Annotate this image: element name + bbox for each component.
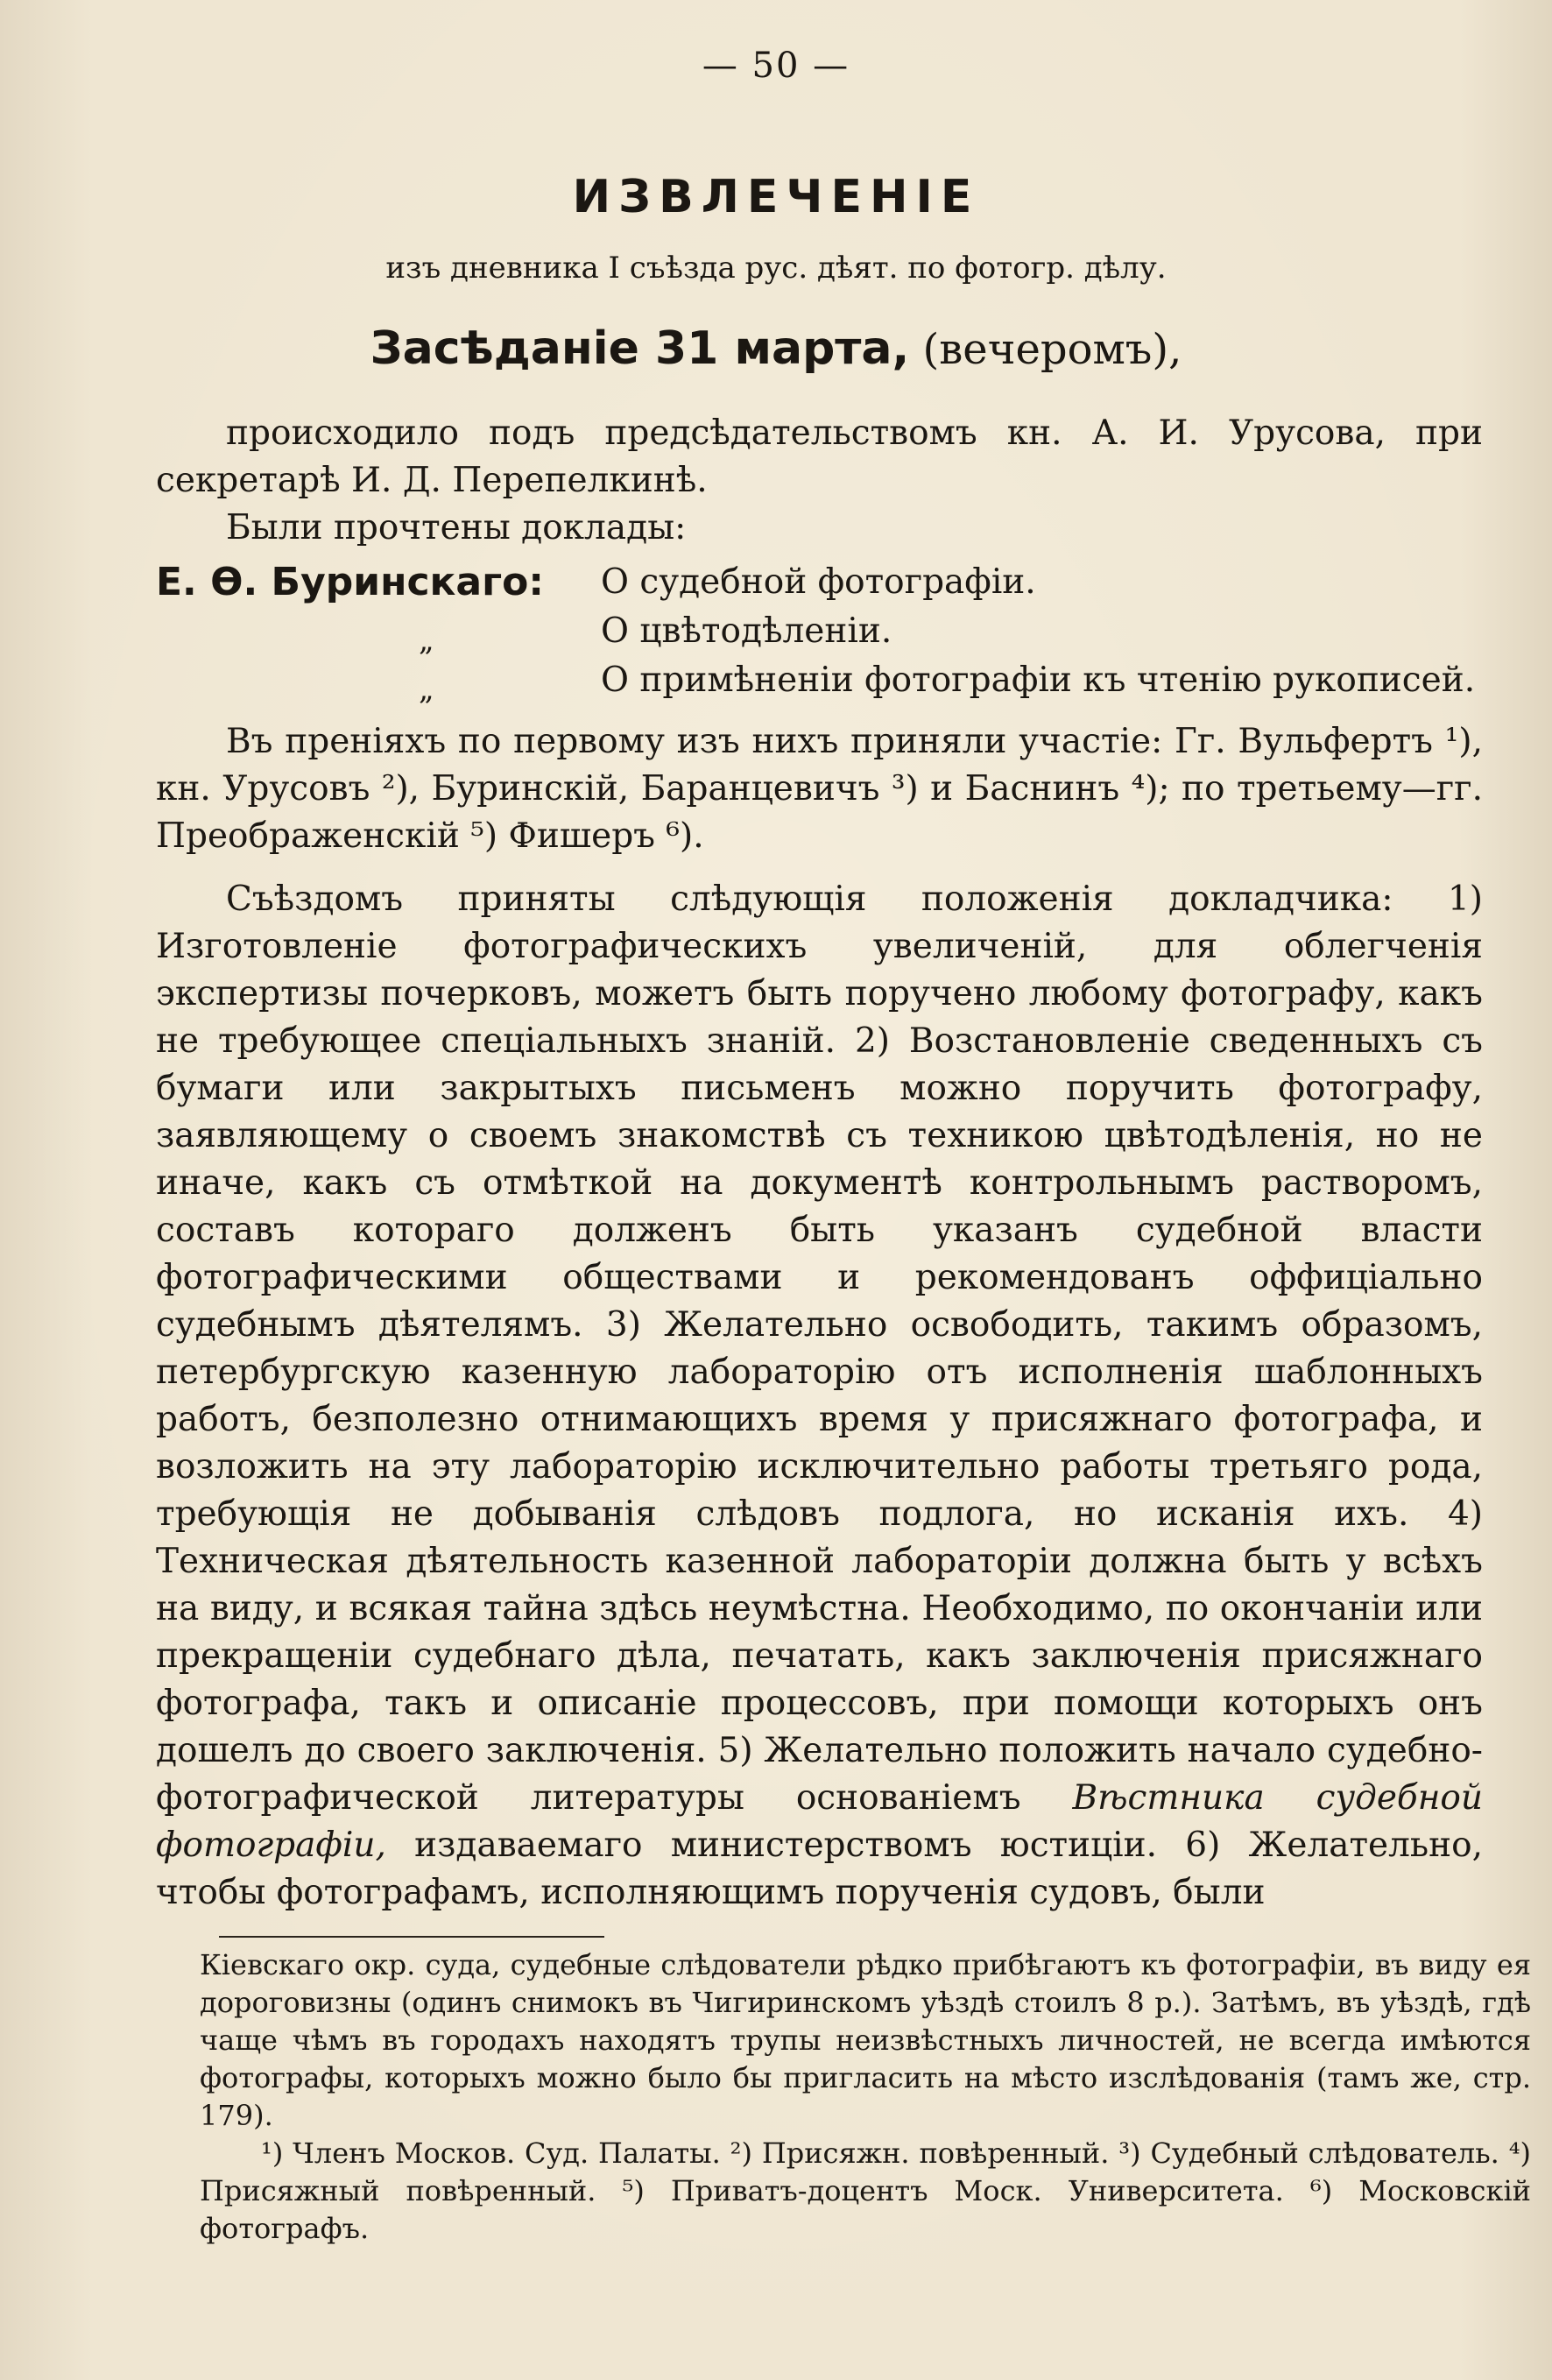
report-ditto-mark: „ xyxy=(419,672,434,707)
journal-title: Вѣстника судебной фотографіи, xyxy=(156,1778,1483,1865)
footnote-continuation: Кіевскаго окр. суда, судебные слѣдователи рѣдко прибѣгаютъ къ фотографіи, въ виду ея дороговизны (одинъ снимокъ въ Чигиринскомъ уѣздѣ стоилъ 8 р.). Затѣмъ, въ уѣздѣ, гдѣ чаще чѣмъ въ городахъ находятъ трупы неизвѣстныхъ личностей, не всегда имѣются фотографы, которыхъ можно было бы пригласить на мѣсто изслѣдованія (тамъ же, стр. 179). xyxy=(200,1948,1531,2132)
report-title: О цвѣтодѣленіи. xyxy=(601,611,892,651)
session-heading-main: Засѣданіе 31 марта, xyxy=(370,322,910,375)
session-heading-note: (вечеромъ), xyxy=(922,325,1182,374)
report-item xyxy=(156,607,1483,656)
page-title: ИЗВЛЕЧЕНIЕ xyxy=(572,171,980,223)
report-title: О судебной фотографіи. xyxy=(601,562,1036,602)
resolutions-text: Съѣздомъ приняты слѣдующія положенія докладчика: 1) Изготовленіе фотографическихъ увеличеній, для облегченія экспертизы почерковъ, можетъ быть поручено любому фотографу, какъ не требующее спеціальныхъ знаній. 2) Возстановленіе сведенныхъ съ бумаги или закрытыхъ письменъ можно поручить фотографу, заявляющему о своемъ знакомствѣ съ техникою цвѣтодѣленія, но не иначе, какъ съ отмѣткой на документѣ контрольнымъ растворомъ, составъ котораго долженъ быть указанъ судебной власти фотографическими обществами и рекомендованъ оффиціально судебнымъ дѣятелямъ. 3) Желательно освободить, такимъ образомъ, петербургскую казенную лабораторію отъ исполненія шаблонныхъ работъ, безполезно отнимающихъ время у присяжнаго фотографа, и возложить на эту лабораторію исключительно работы третьяго рода, требующія не добыванія слѣдовъ подлога, но исканія ихъ. 4) Техническая дѣятельность казенной лабораторіи должна быть у всѣхъ на виду, и всякая тайна здѣсь неумѣстна. Необходимо, по окончаніи или прекращеніи судебнаго дѣла, печатать, какъ заключенія присяжнаго фотографа, такъ и описаніе процессовъ, при помощи которыхъ онъ дошелъ до своего заключенія. 5) Желательно положить начало судебно-фотографической литературы основаніемъ xyxy=(156,879,1483,1818)
session-heading xyxy=(0,322,1552,375)
footnote-list: ¹) Членъ Москов. Суд. Палаты. ²) Присяжн. повѣренный. ³) Судебный слѣдователь. ⁴) Присяжный повѣренный. ⁵) Приватъ-доцентъ Моск. Университета. ⁶) Московскій фотографъ. xyxy=(200,2136,1531,2245)
subtitle: изъ дневника I съѣзда рус. дѣят. по фотогр. дѣлу. xyxy=(385,251,1167,286)
reports-list xyxy=(156,558,1483,705)
report-title: О примѣненіи фотографіи къ чтенію рукописей. xyxy=(601,660,1476,700)
resolutions-text-end: издаваемаго министерствомъ юстиціи. 6) Желательно, чтобы фотографамъ, исполняющимъ порученія судовъ, были xyxy=(156,1826,1484,1912)
report-ditto-mark: „ xyxy=(419,623,434,658)
footnote-divider xyxy=(219,1936,604,1938)
report-item xyxy=(156,656,1483,705)
report-item xyxy=(156,558,1483,607)
page-number: — 50 — xyxy=(702,46,850,86)
footnotes xyxy=(200,1946,1531,2248)
report-author: Е. Ѳ. Буринскаго: xyxy=(156,560,544,604)
paragraph-resolutions xyxy=(156,876,1483,1917)
paragraph-reports-intro: Были прочтены доклады: xyxy=(226,508,687,547)
paragraph-chair: происходило подъ предсѣдательствомъ кн. А. И. Урусова, при секретарѣ И. Д. Перепелкинѣ. xyxy=(156,413,1483,500)
paragraph-debates: Въ преніяхъ по первому изъ нихъ приняли участіе: Гг. Вульфертъ ¹), кн. Урусовъ ²), Буринскій, Баранцевичъ ³) и Баснинъ ⁴); по третьему—гг. Преображенскій ⁵) Фишеръ ⁶). xyxy=(156,722,1483,856)
